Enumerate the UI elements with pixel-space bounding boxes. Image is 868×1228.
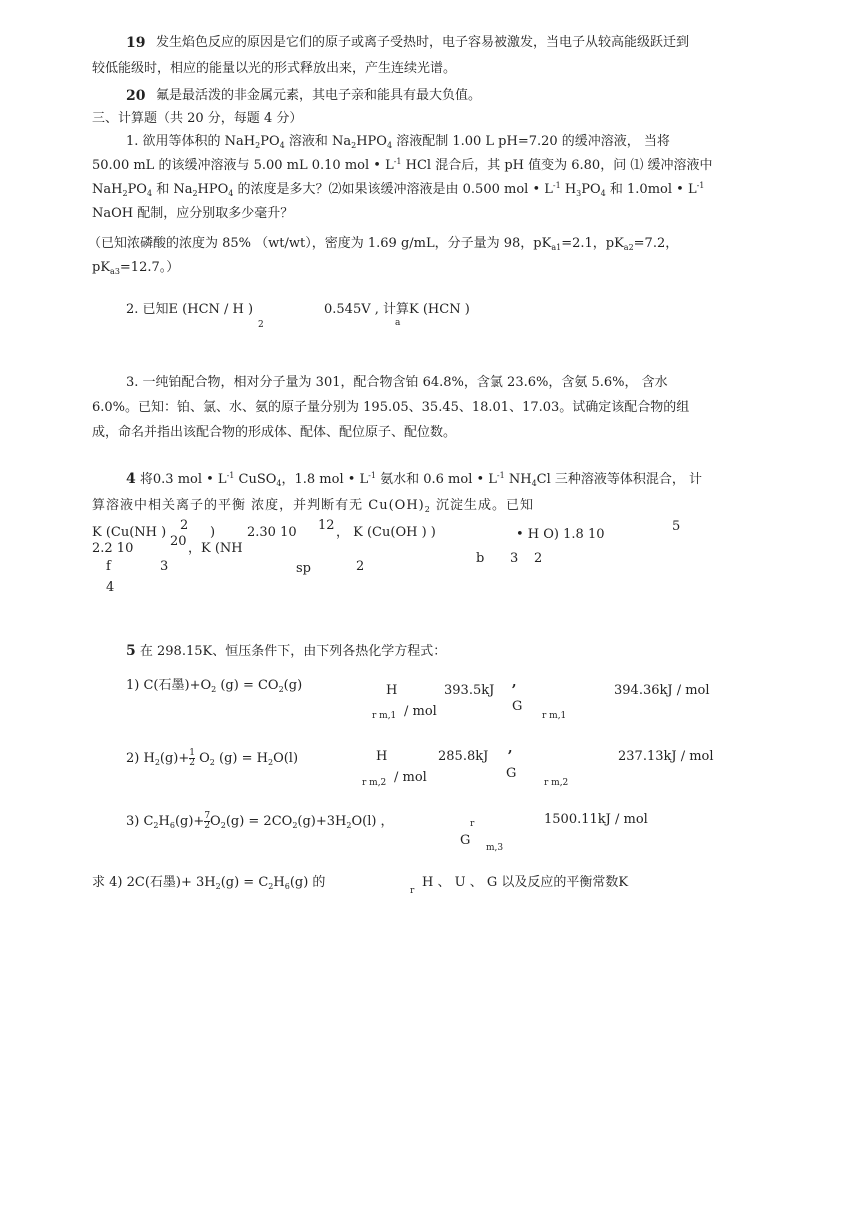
p1-ac: 溶液和 Na xyxy=(284,134,352,149)
p1-ae: 溶液配制 1.00 L pH=7.20 的缓冲溶液， 当将 xyxy=(392,134,670,149)
eq1-mol: / mol xyxy=(404,704,437,719)
p4-b3: 3 xyxy=(510,551,519,566)
eq2-d: (g) = H xyxy=(214,751,268,766)
q20-number: 20 xyxy=(126,88,146,104)
p1-eb: =2.1，pK xyxy=(561,236,624,251)
eq2-Hval: 285.8kJ xyxy=(438,749,489,764)
p1-ad: HPO xyxy=(356,134,387,149)
sub: 4 xyxy=(228,189,234,198)
p5-intro xyxy=(126,643,446,660)
eq3-G: G xyxy=(460,833,471,848)
sup: -1 xyxy=(696,181,705,190)
sub: 2 xyxy=(209,758,215,767)
p2-sub-a: a xyxy=(395,318,401,328)
p5-ask xyxy=(92,875,325,892)
sub: 2 xyxy=(211,685,217,694)
sub: 4 xyxy=(600,189,606,198)
eq3-m: m,3 xyxy=(486,843,504,853)
sub: 3 xyxy=(576,189,582,198)
p3-line1: 3. 一纯铂配合物，相对分子量为 301，配合物含铂 64.8%，含氯 23.6%，含氨 5.6%， 含水 xyxy=(126,375,668,390)
eq2-c: O xyxy=(195,751,210,766)
p4-k2-exp: 20 xyxy=(170,534,187,549)
eq3-g: O(l) ， xyxy=(351,814,394,829)
p5-intro-text: 在 298.15K、恒压条件下，由下列各热化学方程式： xyxy=(135,644,447,659)
eq3-f: (g)+3H xyxy=(297,814,347,829)
eq2-b: (g)+ xyxy=(159,751,190,766)
p4-line2 xyxy=(92,498,534,515)
p3-line3: 成，命名并指出该配合物的形成体、配体、配位原子、配位数。 xyxy=(92,425,457,440)
denominator: 2 xyxy=(204,821,211,831)
p4-ac: ，1.8 mol • L xyxy=(281,472,369,487)
p1-cg: PO xyxy=(581,182,601,197)
p4-b: 算溶液中相关离子的平衡 浓度，并判断有无 Cu(OH) xyxy=(92,498,425,513)
sub: 2 xyxy=(220,821,226,830)
p4-ae: NH xyxy=(504,472,532,487)
section-title: 三、计算题（共 20 分，每题 4 分） xyxy=(92,111,303,126)
eq2-e: O(l) xyxy=(273,751,299,766)
eq1-G: G xyxy=(512,699,523,714)
p1-cd: HPO xyxy=(197,182,229,197)
q20-text: 氟是最活泼的非金属元素，其电子亲和能具有最大负值。 xyxy=(156,88,482,103)
p4-f: f xyxy=(106,559,111,574)
eq1-Gval: 394.36kJ / mol xyxy=(614,683,710,698)
sub: 4 xyxy=(386,141,393,150)
p4-k1-exp2: 5 xyxy=(672,519,681,534)
ask-r: r xyxy=(410,886,415,896)
sub: 2 xyxy=(278,685,284,694)
p4-two: 2 xyxy=(356,559,365,574)
p1-line4: NaOH 配制，应分别取多少毫升？ xyxy=(92,206,294,221)
p4-four: 4 xyxy=(106,580,115,595)
sub: 2 xyxy=(215,882,221,891)
p1-ch: 和 1.0mol • L xyxy=(605,182,697,197)
eq2-H: H xyxy=(376,749,388,764)
eq1-a: 1) C(石墨)+O xyxy=(126,678,212,693)
eq2-mol: / mol xyxy=(394,770,427,785)
eq3-e: (g) = 2CO xyxy=(225,814,293,829)
p1-ab: PO xyxy=(260,134,280,149)
eq2-comma: , xyxy=(508,741,513,756)
eq1-c: (g) xyxy=(283,678,303,693)
eq1-rm: r m,1 xyxy=(372,711,397,721)
p1-cf: H xyxy=(560,182,577,197)
denominator: 2 xyxy=(189,758,195,768)
p2-line: 2. 已知E (HCN / H ) xyxy=(126,302,254,317)
p5-eq2 xyxy=(126,749,298,768)
p4-b-label: b xyxy=(476,551,485,566)
p4-k1-d: • H O) 1.8 10 xyxy=(516,527,605,542)
eq2-G: G xyxy=(506,766,517,781)
p4-sp: sp xyxy=(296,561,311,576)
p4-bc: 沉淀生成。已知 xyxy=(430,498,534,513)
p1-c: NaH xyxy=(92,182,123,197)
sub: 2 xyxy=(268,882,274,891)
p3-line2: 6.0%。已知：铂、氯、水、氨的原子量分别为 195.05、35.45、18.01、17.03。试确定该配合物的组 xyxy=(92,400,690,415)
sub: 2 xyxy=(153,821,159,830)
eq3-val: 1500.11kJ / mol xyxy=(544,812,648,827)
p4-line1 xyxy=(126,471,702,489)
ask-b: (g) = C xyxy=(220,875,269,890)
sub: a1 xyxy=(551,243,562,252)
sub: 2 xyxy=(154,758,160,767)
p1-a: 1. 欲用等体积的 NaH xyxy=(126,134,256,149)
sub: a3 xyxy=(110,267,120,276)
sub: 2 xyxy=(424,505,431,514)
eq1-rm2: r m,1 xyxy=(542,711,567,721)
numerator: 7 xyxy=(204,811,211,821)
sub: 4 xyxy=(276,479,282,488)
sup: -1 xyxy=(393,157,402,166)
eq1-H: H xyxy=(386,683,398,698)
p2-value: 0.545V , 计算K (HCN ) xyxy=(324,302,470,317)
p1-line2 xyxy=(92,158,712,175)
eq2-a: 2) H xyxy=(126,751,155,766)
p4-k1: K (Cu(NH ) xyxy=(92,525,167,540)
p4-b2: 2 xyxy=(534,551,543,566)
p1-ec: =7.2， xyxy=(633,236,679,251)
p4-ab: CuSO xyxy=(234,472,277,487)
q19-number: 19 xyxy=(126,35,146,51)
eq3-r: r xyxy=(470,819,475,829)
p4-a: 将0.3 mol • L xyxy=(135,472,227,487)
p4-k1-c: ， K (Cu(OH ) ) xyxy=(336,525,436,540)
p4-k1-exp: 12 xyxy=(318,518,335,533)
sub: 4 xyxy=(279,141,285,150)
p2-sub-2: 2 xyxy=(258,320,264,330)
sub: 6 xyxy=(284,882,290,891)
eq1-comma: , xyxy=(512,675,517,690)
sub: 2 xyxy=(192,189,198,198)
p4-k1-sup: 2 xyxy=(180,518,189,533)
p1-line3 xyxy=(92,182,704,199)
p4-k2: 2.2 10 xyxy=(92,541,134,556)
p1-line1 xyxy=(126,134,670,151)
sub: 2 xyxy=(122,189,128,198)
p1-ce: 的浓度是多大？⑵如果该缓冲溶液是由 0.500 mol • L xyxy=(233,182,553,197)
p1-b: 50.00 mL 的该缓冲溶液与 5.00 mL 0.10 mol • L xyxy=(92,158,394,173)
eq1-Hval: 393.5kJ xyxy=(444,683,495,698)
eq3-d: O xyxy=(210,814,221,829)
eq1-b: (g) = CO xyxy=(216,678,279,693)
eq2-Gval: 237.13kJ / mol xyxy=(618,749,714,764)
sup: -1 xyxy=(496,471,505,480)
p1-f: pK xyxy=(92,260,111,275)
sup: -1 xyxy=(226,471,235,480)
eq3-a: 3) C xyxy=(126,814,154,829)
p4-number: 4 xyxy=(126,471,136,487)
p1-line6 xyxy=(92,260,179,277)
p5-eq1 xyxy=(126,678,302,695)
sub: a2 xyxy=(623,243,634,252)
p4-three: 3 xyxy=(160,559,169,574)
sub: 6 xyxy=(169,821,175,830)
p1-cc: 和 Na xyxy=(152,182,193,197)
sub: 2 xyxy=(292,821,298,830)
p1-bc: HCl 混合后，其 pH 值变为 6.80，问 ⑴ 缓冲溶液中 xyxy=(401,158,713,173)
numerator: 1 xyxy=(189,748,195,758)
q19-text-line1: 发生焰色反应的原因是它们的原子或离子受热时，电子容易被激发，当电子从较高能级跃迁到 xyxy=(156,35,690,50)
sub: 2 xyxy=(255,141,261,150)
ask-e: H 、 U 、 G 以及反应的平衡常数K xyxy=(422,875,629,890)
sup: -1 xyxy=(368,471,376,480)
ask-d: (g) 的 xyxy=(289,875,326,890)
sub: 2 xyxy=(351,141,357,150)
sub: 4 xyxy=(531,479,537,488)
ask-a: 求 4) 2C(石墨)+ 3H xyxy=(92,875,216,890)
sub: 4 xyxy=(146,189,153,198)
p1-fb: =12.7。） xyxy=(119,260,180,275)
ask-c: H xyxy=(273,875,285,890)
p4-k1-val: 2.30 10 xyxy=(247,525,297,540)
p4-k1-paren: ) xyxy=(210,525,216,540)
p4-ad: 氨水和 0.6 mol • L xyxy=(375,472,497,487)
p5-number: 5 xyxy=(126,643,136,659)
eq2-rm: r m,2 xyxy=(362,778,387,788)
eq3-c: (g)+ xyxy=(174,814,205,829)
p1-e: （已知浓磷酸的浓度为 85% （wt/wt），密度为 1.69 g/mL，分子量为 98，pK xyxy=(88,236,552,251)
p4-af: Cl 三种溶液等体积混合， 计 xyxy=(536,472,703,487)
sub: 2 xyxy=(267,758,274,767)
p4-k2-b: ，K (NH xyxy=(188,541,243,556)
p1-cb: PO xyxy=(127,182,147,197)
eq2-rm2: r m,2 xyxy=(544,778,569,788)
q19-text-line2: 较低能级时，相应的能量以光的形式释放出来，产生连续光谱。 xyxy=(92,61,457,76)
eq3-b: H xyxy=(158,814,170,829)
p1-line5 xyxy=(88,236,678,253)
sub: 2 xyxy=(346,821,352,830)
sup: -1 xyxy=(552,181,561,190)
p5-eq3 xyxy=(126,812,394,831)
